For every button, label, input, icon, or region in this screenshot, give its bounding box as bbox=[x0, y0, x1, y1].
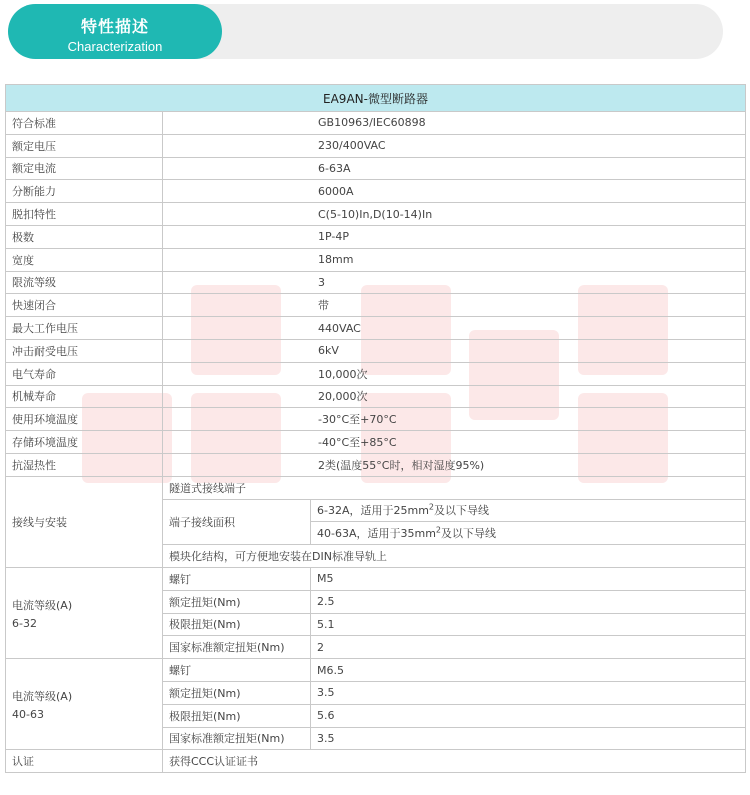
spec-label: 限流等级 bbox=[6, 271, 163, 294]
spec-value: -40°C至+85°C bbox=[163, 431, 746, 454]
level-40-63-limit-torque-value: 5.6 bbox=[311, 704, 746, 727]
spec-label: 分断能力 bbox=[6, 180, 163, 203]
table-row bbox=[6, 294, 746, 317]
spec-label: 抗湿热性 bbox=[6, 453, 163, 476]
modular-structure: 模块化结构，可方便地安装在DIN标准导轨上 bbox=[163, 545, 746, 568]
level-40-63-screw-label: 螺钉 bbox=[163, 659, 311, 682]
spec-label: 快速闭合 bbox=[6, 294, 163, 317]
spec-value: 10,000次 bbox=[163, 362, 746, 385]
spec-value: -30°C至+70°C bbox=[163, 408, 746, 431]
spec-label: 存储环境温度 bbox=[6, 431, 163, 454]
spec-label: 宽度 bbox=[6, 248, 163, 271]
section-title-pill bbox=[8, 4, 222, 59]
table-row bbox=[6, 112, 746, 135]
spec-value: 230/400VAC bbox=[163, 134, 746, 157]
table-row bbox=[6, 339, 746, 362]
level-6-32-rated-torque-label: 额定扭矩(Nm) bbox=[163, 590, 311, 613]
spec-value: 18mm bbox=[163, 248, 746, 271]
level-40-63-national-torque-value: 3.5 bbox=[311, 727, 746, 750]
spec-label: 电气寿命 bbox=[6, 362, 163, 385]
table-row bbox=[6, 248, 746, 271]
level-40-63-screw-value: M6.5 bbox=[311, 659, 746, 682]
table-title: EA9AN-微型断路器 bbox=[6, 85, 746, 112]
spec-label: 额定电流 bbox=[6, 157, 163, 180]
terminal-area-value-1: 6-32A，适用于$25mm^2$及以下导线 bbox=[311, 499, 746, 522]
table-title-row bbox=[6, 85, 746, 112]
wiring-label: 接线与安装 bbox=[6, 476, 163, 567]
spec-value: 440VAC bbox=[163, 317, 746, 340]
table-row bbox=[6, 271, 746, 294]
table-row bbox=[6, 659, 746, 682]
table-row bbox=[6, 134, 746, 157]
table-row bbox=[6, 317, 746, 340]
spec-table bbox=[5, 84, 746, 773]
level-6-32-national-torque-label: 国家标准额定扭矩(Nm) bbox=[163, 636, 311, 659]
terminal-area-label: 端子接线面积 bbox=[163, 499, 311, 545]
tunnel-terminal: 隧道式接线端子 bbox=[163, 476, 746, 499]
terminal-area-value-2: 40-63A，适用于$35mm^2$及以下导线 bbox=[311, 522, 746, 545]
table-row bbox=[6, 362, 746, 385]
table-row bbox=[6, 453, 746, 476]
level-6-32-screw-label: 螺钉 bbox=[163, 567, 311, 590]
spec-value: 2类(温度55°C时，相对湿度95%) bbox=[163, 453, 746, 476]
level-6-32-label: 电流等级(A) 6-32 bbox=[6, 567, 163, 658]
spec-label: 机械寿命 bbox=[6, 385, 163, 408]
spec-value: 6kV bbox=[163, 339, 746, 362]
spec-value: 6-63A bbox=[163, 157, 746, 180]
spec-value: 3 bbox=[163, 271, 746, 294]
spec-value: 20,000次 bbox=[163, 385, 746, 408]
level-6-32-limit-torque-label: 极限扭矩(Nm) bbox=[163, 613, 311, 636]
spec-label: 极数 bbox=[6, 225, 163, 248]
spec-label: 最大工作电压 bbox=[6, 317, 163, 340]
section-subtitle: Characterization bbox=[67, 39, 163, 54]
simple-rows bbox=[6, 112, 746, 477]
level-40-63-national-torque-label: 国家标准额定扭矩(Nm) bbox=[163, 727, 311, 750]
spec-value: GB10963/IEC60898 bbox=[163, 112, 746, 135]
spec-value: 1P-4P bbox=[163, 225, 746, 248]
level-40-63-rated-torque-label: 额定扭矩(Nm) bbox=[163, 681, 311, 704]
table-row bbox=[6, 385, 746, 408]
level-40-63-limit-torque-label: 极限扭矩(Nm) bbox=[163, 704, 311, 727]
spec-label: 冲击耐受电压 bbox=[6, 339, 163, 362]
table-row bbox=[6, 203, 746, 226]
level-6-32-screw-value: M5 bbox=[311, 567, 746, 590]
table-row bbox=[6, 180, 746, 203]
table-row bbox=[6, 431, 746, 454]
spec-label: 符合标准 bbox=[6, 112, 163, 135]
table-row bbox=[6, 750, 746, 773]
table-row bbox=[6, 225, 746, 248]
level-40-63-rated-torque-value: 3.5 bbox=[311, 681, 746, 704]
level-6-32-national-torque-value: 2 bbox=[311, 636, 746, 659]
spec-value: 带 bbox=[163, 294, 746, 317]
certification-label: 认证 bbox=[6, 750, 163, 773]
level-6-32-limit-torque-value: 5.1 bbox=[311, 613, 746, 636]
section-title: 特性描述 bbox=[80, 17, 149, 36]
spec-value: 6000A bbox=[163, 180, 746, 203]
spec-label: 使用环境温度 bbox=[6, 408, 163, 431]
level-6-32-rated-torque-value: 2.5 bbox=[311, 590, 746, 613]
table-row bbox=[6, 476, 746, 499]
certification-value: 获得CCC认证证书 bbox=[163, 750, 746, 773]
spec-label: 额定电压 bbox=[6, 134, 163, 157]
table-row bbox=[6, 567, 746, 590]
table-row bbox=[6, 157, 746, 180]
spec-value: C(5-10)In,D(10-14)In bbox=[163, 203, 746, 226]
table-row bbox=[6, 408, 746, 431]
spec-label: 脱扣特性 bbox=[6, 203, 163, 226]
level-40-63-label: 电流等级(A) 40-63 bbox=[6, 659, 163, 750]
